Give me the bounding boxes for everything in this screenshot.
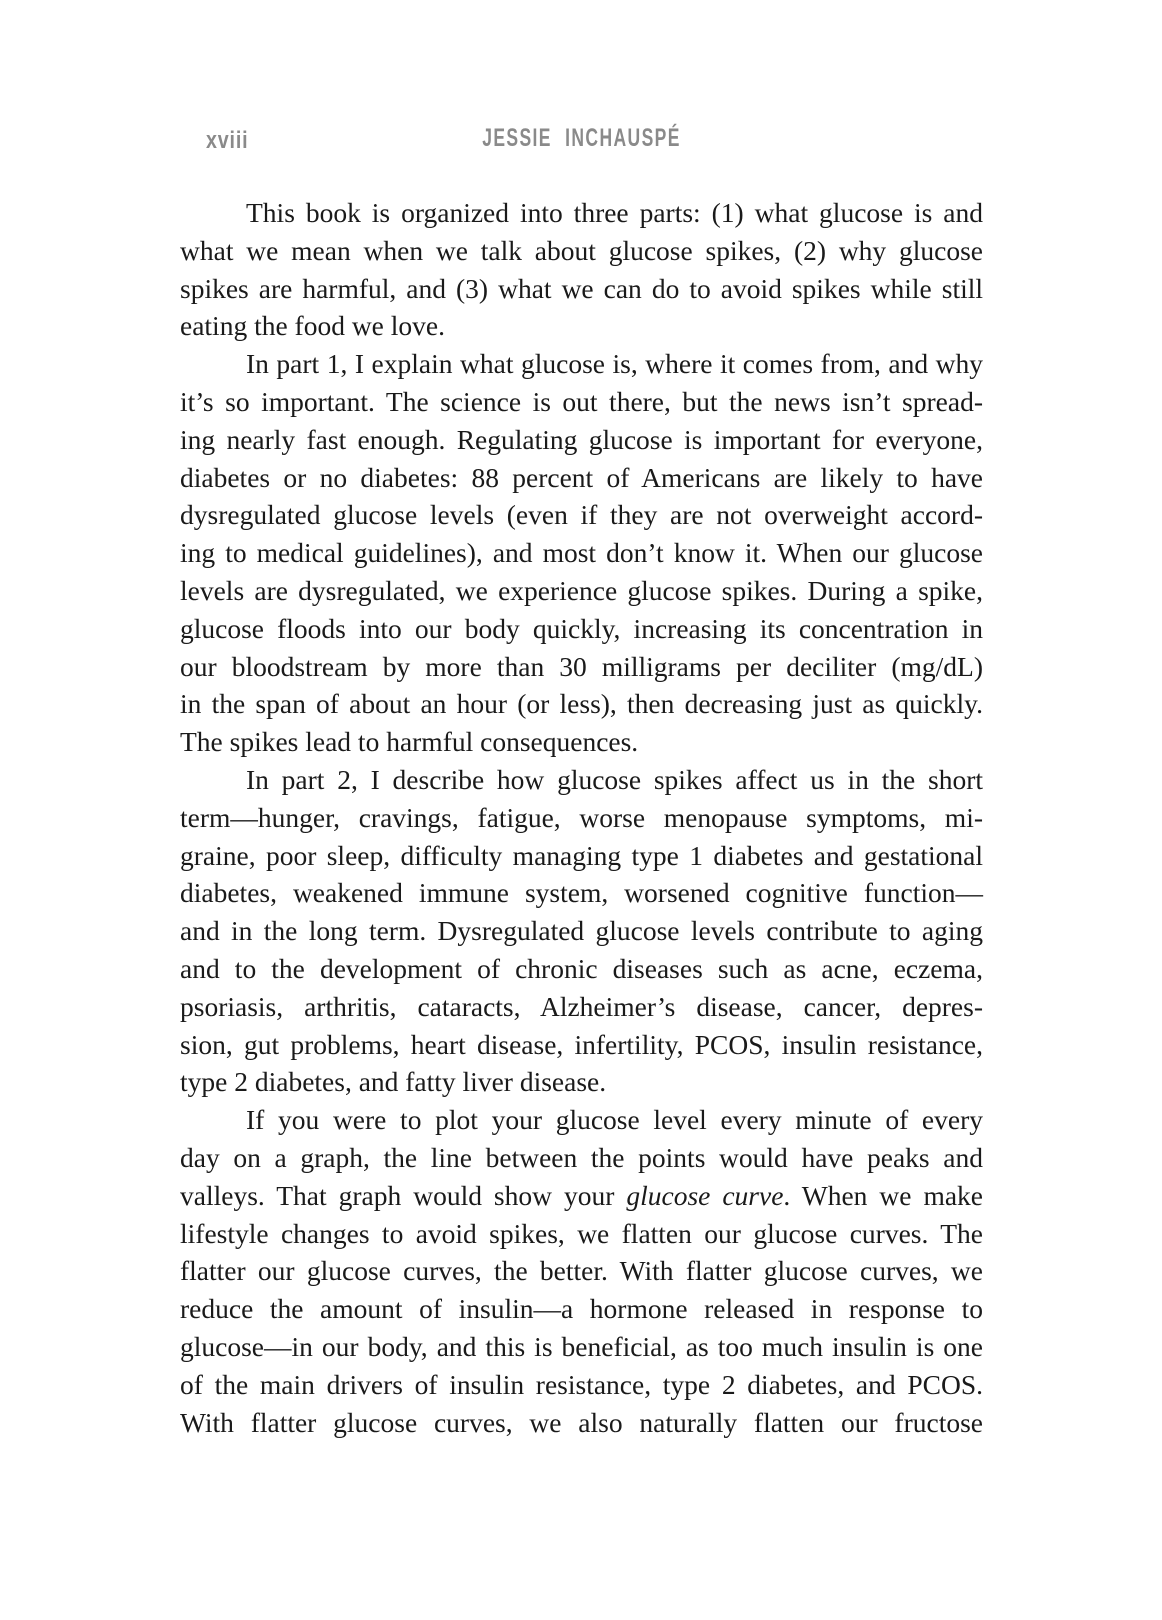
text-line: and in the long term. Dysregulated glucose levels contribute to aging xyxy=(180,915,983,947)
text-line: ing nearly fast enough. Regulating glucose is important for everyone, xyxy=(180,423,983,455)
text-line: our bloodstream by more than 30 milligrams per deciliter (mg/dL) xyxy=(180,650,983,682)
text-line xyxy=(180,1177,983,1215)
text-segment: . When we make xyxy=(783,1179,984,1211)
text-line: term—hunger, cravings, fatigue, worse menopause symptoms, mi- xyxy=(180,801,983,833)
paragraph xyxy=(180,194,983,345)
text-line: With flatter glucose curves, we also naturally flatten our fructose xyxy=(180,1406,983,1438)
text-line: If you were to plot your glucose level every minute of every xyxy=(246,1104,983,1136)
text-line: type 2 diabetes, and fatty liver disease. xyxy=(180,1066,607,1098)
running-header-title: JESSIE INCHAUSPÉ xyxy=(482,124,681,152)
text-line: psoriasis, arthritis, cataracts, Alzheimer’s disease, cancer, depres- xyxy=(180,990,983,1022)
text-line: graine, poor sleep, difficulty managing type 1 diabetes and gestational xyxy=(180,839,983,871)
paragraph xyxy=(180,345,983,761)
text-line: The spikes lead to harmful consequences. xyxy=(180,726,639,758)
text-line: it’s so important. The science is out there, but the news isn’t spread- xyxy=(180,385,983,417)
text-line: and to the development of chronic diseases such as acne, eczema, xyxy=(180,952,983,984)
text-line: diabetes, weakened immune system, worsened cognitive function— xyxy=(180,877,983,909)
italic-term: glucose curve xyxy=(626,1179,784,1211)
text-line: This book is organized into three parts: (1) what glucose is and xyxy=(246,197,983,228)
text-line: spikes are harmful, and (3) what we can do to avoid spikes while still xyxy=(180,272,983,304)
text-line: In part 1, I explain what glucose is, where it comes from, and why xyxy=(246,348,983,380)
paragraph xyxy=(180,761,983,1101)
text-line: sion, gut problems, heart disease, infertility, PCOS, insulin resistance, xyxy=(180,1028,983,1060)
text-line: flatter our glucose curves, the better. With flatter glucose curves, we xyxy=(180,1255,983,1287)
text-line: dysregulated glucose levels (even if they are not overweight accord- xyxy=(180,499,983,531)
text-line: diabetes or no diabetes: 88 percent of Americans are likely to have xyxy=(180,461,983,493)
text-line: reduce the amount of insulin—a hormone released in response to xyxy=(180,1293,983,1325)
text-line: glucose floods into our body quickly, increasing its concentration in xyxy=(180,612,983,644)
text-line: eating the food we love. xyxy=(180,310,445,342)
paragraph xyxy=(180,1101,983,1441)
text-segment: valleys. That graph would show your xyxy=(180,1179,627,1211)
text-line: glucose—in our body, and this is beneficial, as too much insulin is one xyxy=(180,1330,983,1362)
body-text xyxy=(180,194,983,1441)
text-line: day on a graph, the line between the points would have peaks and xyxy=(180,1141,983,1173)
page-number: xviii xyxy=(206,127,249,154)
text-line: ing to medical guidelines), and most don’t know it. When our glucose xyxy=(180,537,983,569)
text-line: lifestyle changes to avoid spikes, we flatten our glucose curves. The xyxy=(180,1217,983,1249)
text-line: of the main drivers of insulin resistance, type 2 diabetes, and PCOS. xyxy=(180,1368,983,1400)
text-line: what we mean when we talk about glucose spikes, (2) why glucose xyxy=(180,234,983,266)
text-line: in the span of about an hour (or less), then decreasing just as quickly. xyxy=(180,688,983,720)
text-line: In part 2, I describe how glucose spikes affect us in the short xyxy=(246,763,983,795)
text-line: levels are dysregulated, we experience glucose spikes. During a spike, xyxy=(180,574,983,606)
